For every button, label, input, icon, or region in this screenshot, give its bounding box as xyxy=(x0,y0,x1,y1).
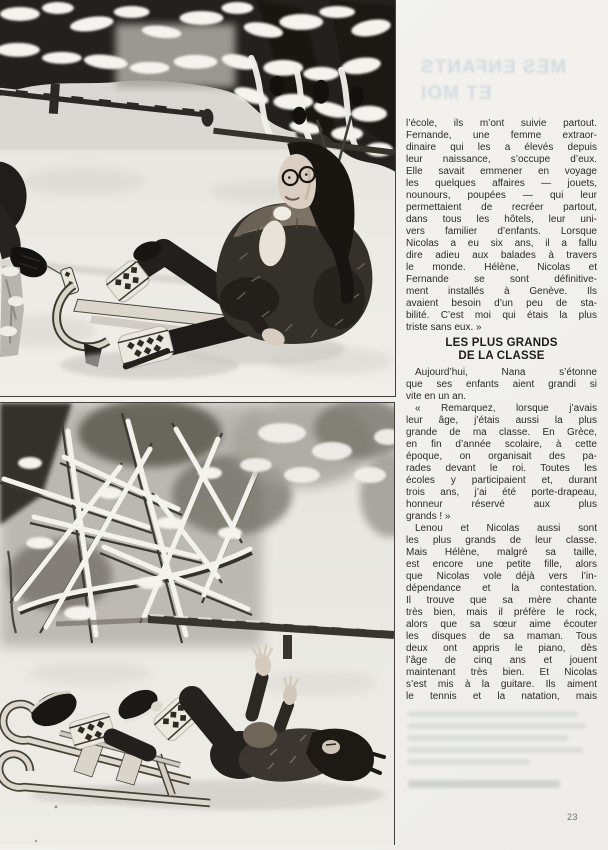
paragraph xyxy=(406,403,597,523)
text-line: triste sans eux. » xyxy=(406,322,482,333)
paragraph xyxy=(406,367,597,403)
text-line: le tennis et la natation, mais xyxy=(406,691,597,702)
text-line: avaient besoin d’un peu de sta- xyxy=(406,298,597,309)
paragraph xyxy=(406,523,597,703)
text-line: leur naissance, s’occupe d’eux. xyxy=(406,154,597,165)
text-line: que Nicolas vole déjà vers l’in- xyxy=(406,571,597,582)
photo-woman-fallen-off-sled xyxy=(0,402,395,845)
text-line: bilité. C’est moi qui étais la plus xyxy=(406,310,597,321)
ghost-title-line2: ET MOI xyxy=(420,83,492,104)
text-line: dire adieu aux balades à travers xyxy=(406,250,597,261)
text-line: grands ! » xyxy=(406,511,451,522)
text-line: est encore une petite fille, alors xyxy=(406,559,597,570)
text-line: dinaire qui les a élevés depuis xyxy=(406,142,597,153)
text-line: les disques de sa maman. Tous xyxy=(406,631,597,642)
text-line: leur âge, j’étais aussi la plus xyxy=(406,415,597,426)
heading-line2: DE LA CLASSE xyxy=(458,350,545,362)
text-line: vers familier d’enfants. Lorsque xyxy=(406,226,597,237)
text-line: nounours, poupées — qui leur xyxy=(406,190,597,201)
ghost-showthrough-heading xyxy=(408,780,560,788)
article-text-column xyxy=(406,118,597,703)
text-line: très bien, mais il préfère le rock, xyxy=(406,607,597,618)
text-line: Nicolas a eu six ans, il a fallu xyxy=(406,238,597,249)
text-line: deux ont appris le piano, dès xyxy=(406,643,597,654)
text-line: Mais Hélène, malgré sa taille, xyxy=(406,547,597,558)
text-line: Aujourd’hui, Nana s’étonne xyxy=(415,367,597,378)
text-line: rades devant le roi. Toutes les xyxy=(406,463,597,474)
text-line: grande de ma classe. En Grèce, xyxy=(406,427,597,438)
text-line: époque, on organisait des pa- xyxy=(406,451,597,462)
text-line: l’âge de cinq ans et jouent xyxy=(406,655,597,666)
text-line: « Remarquez, lorsque j’avais xyxy=(415,403,597,414)
paragraph xyxy=(406,118,597,334)
page-number: 23 xyxy=(567,812,579,822)
ghost-showthrough-text xyxy=(408,711,590,771)
text-line: maintenant très bien. Et Nicolas xyxy=(406,667,597,678)
section-heading xyxy=(406,337,597,363)
ghost-title-line1: MES ENFANTS xyxy=(420,57,567,78)
text-line: les plus grands de leur classe. xyxy=(406,535,597,546)
text-line: l’école, ils m’ont suivie partout. xyxy=(406,118,597,129)
photo-top-illustration xyxy=(0,0,395,396)
photo-woman-on-sled xyxy=(0,0,396,397)
heading-line1: LES PLUS GRANDS xyxy=(445,337,558,349)
text-line: s’est mis à la guitare. Ils aiment xyxy=(406,679,597,690)
text-line: que ses enfants aient grandi si xyxy=(406,379,597,390)
text-line: honneur réservé aux plus xyxy=(406,499,597,510)
ghost-showthrough-title xyxy=(420,55,570,107)
text-line: Fernande se sont définitive- xyxy=(406,274,597,285)
text-line: écoles y participaient et, durant xyxy=(406,475,597,486)
text-line: vite en un an. xyxy=(406,391,467,402)
text-line: dépendance et la contestation. xyxy=(406,583,597,594)
text-line: permettaient de recréer partout, xyxy=(406,202,597,213)
text-line: ment installés à Genève. Ils xyxy=(406,286,597,297)
text-line: Lenou et Nicolas aussi sont xyxy=(415,523,597,534)
text-line: Fernande, une femme extraor- xyxy=(406,130,597,141)
text-line: le monde. Hélène, Nicolas et xyxy=(406,262,597,273)
photo-bottom-illustration xyxy=(0,403,394,845)
text-line: trois ans, j’ai été porte-drapeau, xyxy=(406,487,597,498)
text-line: alors que sa sœur aime écouter xyxy=(406,619,597,630)
text-line: dans tous les hôtels, leur uni- xyxy=(406,214,597,225)
text-line: les quelques affaires — jouets, xyxy=(406,178,597,189)
text-line: en fin d’année scolaire, à cette xyxy=(406,439,597,450)
text-line: Il trouve que sa mère chante xyxy=(406,595,597,606)
text-line: Elle savait emmener en voyage xyxy=(406,166,597,177)
